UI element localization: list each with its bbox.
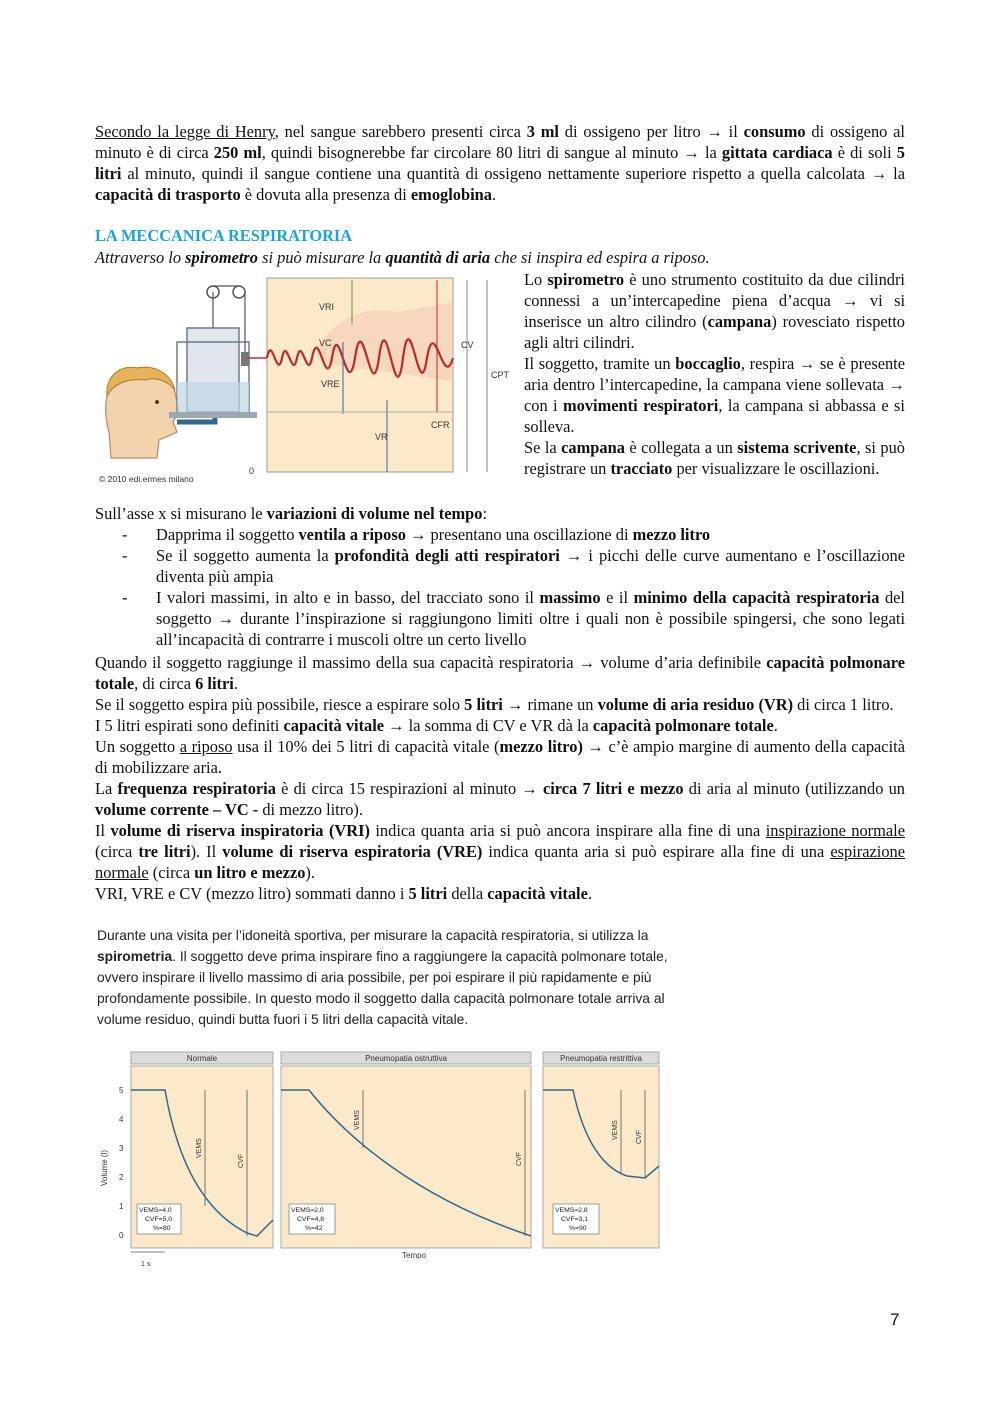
label-zero: 0 [249,466,255,476]
y-axis-label: Volume (l) [100,1149,109,1187]
spirometry-curves-figure [97,1048,667,1270]
list-item: - Dapprima il soggetto ventila a riposo → presentano una oscillazione di mezzo litro [122,525,711,544]
vems-label: VEMS [612,1120,619,1140]
spirometer-paragraph-3: Se la campana è collegata a un sistema scrivente, si può registrare un tracciato per visualizzare le oscillazioni. [524,438,905,478]
list-item: - Se il soggetto aumenta la profondità degli atti respiratori → i picchi delle curve aumentano e l’oscillazione diventa più ampia [122,546,905,586]
section-heading: LA MECCANICA RESPIRATORIA [95,226,353,245]
spirometer-device [169,286,267,418]
observation-list [95,524,905,650]
figure-copyright: © 2010 edi.ermes milano [99,474,194,484]
paragraph-vr: Se il soggetto espira più possibile, riesce a espirare solo 5 litri → rimane un volume di aria residuo (VR) di circa 1 litro. [95,695,894,714]
x-axis-label: Tempo [402,1251,427,1260]
section-intro: Attraverso lo spirometro si può misurare la quantità di aria che si inspira ed espira a riposo. [95,248,710,267]
y-tick: 3 [119,1144,124,1153]
ostruttiva-percent-value: %=42 [305,1225,323,1232]
paragraph-sum: VRI, VRE e CV (mezzo litro) sommati danno i 5 litri della capacità vitale. [95,884,592,903]
normal-cvf-value: CVF=5,0 [145,1216,173,1223]
axis-description: Sull’asse x si misurano le variazioni di volume nel tempo: [95,504,488,523]
panel-title-normale: Normale [186,1054,218,1063]
spirometer-paragraph-1: Lo spirometro è uno strumento costituito da due cilindri connessi a un’intercapedine piena d’acqua → vi si inserisce un altro cilindro (campana) rovesciato rispetto agli altri cilindri. [524,270,905,352]
label-vr: VR [375,432,388,442]
spirometer-figure [97,272,517,490]
cvf-label: CVF [636,1130,643,1144]
panel-title-restrittiva: Pneumopatia restrittiva [560,1054,642,1063]
restrittiva-percent-value: %=90 [569,1225,587,1232]
spirometer-description [524,269,905,479]
y-tick: 4 [119,1115,124,1124]
list-item: - I valori massimi, in alto e in basso, del tracciato sono il massimo e il minimo della capacità respiratoria del soggetto → durante l’inspirazione si raggiungono limiti oltre i quali non è possibile spingersi, che sono legati all’incapacità di contrarre i muscoli oltre un certo livello [122,588,905,649]
vems-label: VEMS [354,1110,361,1130]
label-cfr: CFR [431,420,450,430]
y-tick: 0 [119,1231,124,1240]
ostruttiva-cvf-value: CVF=4,8 [297,1216,325,1223]
label-vc: VC [319,338,332,348]
ostruttiva-vems-value: VEMS=2,0 [291,1207,324,1214]
cvf-label: CVF [238,1154,245,1168]
label-cpt: CPT [491,370,509,380]
intro-paragraph: Secondo la legge di Henry, nel sangue sarebbero presenti circa 3 ml di ossigeno per litro → il consumo di ossigeno al minuto è di circa 250 ml, quindi bisognerebbe far circolare 80 litri di sangue al minuto → la gittata cardiaca è di soli 5 litri al minuto, quindi il sangue contiene una quantità di ossigeno nettamente superiore rispetto a quella calcolata → la capacità di trasporto è dovuta alla presenza di emoglobina. [95,122,905,204]
paragraph-rest: Un soggetto a riposo usa il 10% dei 5 litri di capacità vitale (mezzo litro) → c’è ampio margine di aumento della capacità di mobilizzare aria. [95,737,905,777]
page-number: 7 [890,1310,900,1329]
body-paragraphs [95,652,905,904]
panel-title-ostruttiva: Pneumopatia ostruttiva [365,1054,447,1063]
x-tick-1s: 1 s [141,1261,151,1268]
restrittiva-cvf-value: CVF=3,1 [561,1216,589,1223]
label-vri: VRI [319,302,335,312]
restrittiva-vems-value: VEMS=2,8 [555,1207,588,1214]
paragraph-cv: I 5 litri espirati sono definiti capacità vitale → la somma di CV e VR dà la capacità polmonare totale. [95,716,778,735]
paragraph-reserves: Il volume di riserva inspiratoria (VRI) indica quanta aria si può ancora inspirare alla fine di una inspirazione normale (circa tre litri). Il volume di riserva espiratoria (VRE) indica quanta aria si può espirare alla fine di una espirazione normale (circa un litro e mezzo). [95,821,905,882]
spirometry-note: Durante una visita per l’idoneità sportiva, per misurare la capacità respiratoria, si utilizza la spirometria. Il soggetto deve prima inspirare fino a raggiungere la capacità polmonare totale, ovvero inspirare il livello massimo di aria possibile, per poi espirare il più rapidamente e più profondamente possibile. In questo modo il soggetto dalla capacità polmonare totale arriva al volume residuo, quindi butta fuori i 5 litri della capacità vitale. [97,928,668,1027]
y-tick: 2 [119,1173,124,1182]
label-cv: CV [461,340,474,350]
y-tick: 1 [119,1202,124,1211]
person-head-illustration [106,367,179,458]
cvf-label: CVF [516,1152,523,1166]
normal-percent-value: %=80 [153,1225,171,1232]
label-vre: VRE [321,379,340,389]
normal-vems-value: VEMS=4,0 [139,1207,172,1214]
paragraph-frequency: La frequenza respiratoria è di circa 15 respirazioni al minuto → circa 7 litri e mezzo di aria al minuto (utilizzando un volume corrente – VC - di mezzo litro). [95,779,905,819]
y-tick: 5 [119,1086,124,1095]
paragraph-cpt: Quando il soggetto raggiunge il massimo della sua capacità respiratoria → volume d’aria definibile capacità polmonare totale, di circa 6 litri. [95,653,906,693]
spirometer-paragraph-2: Il soggetto, tramite un boccaglio, respira → se è presente aria dentro l’intercapedine, la campana viene sollevata → con i movimenti respiratori, la campana si abbassa e si solleva. [524,354,906,436]
vems-label: VEMS [196,1138,203,1158]
